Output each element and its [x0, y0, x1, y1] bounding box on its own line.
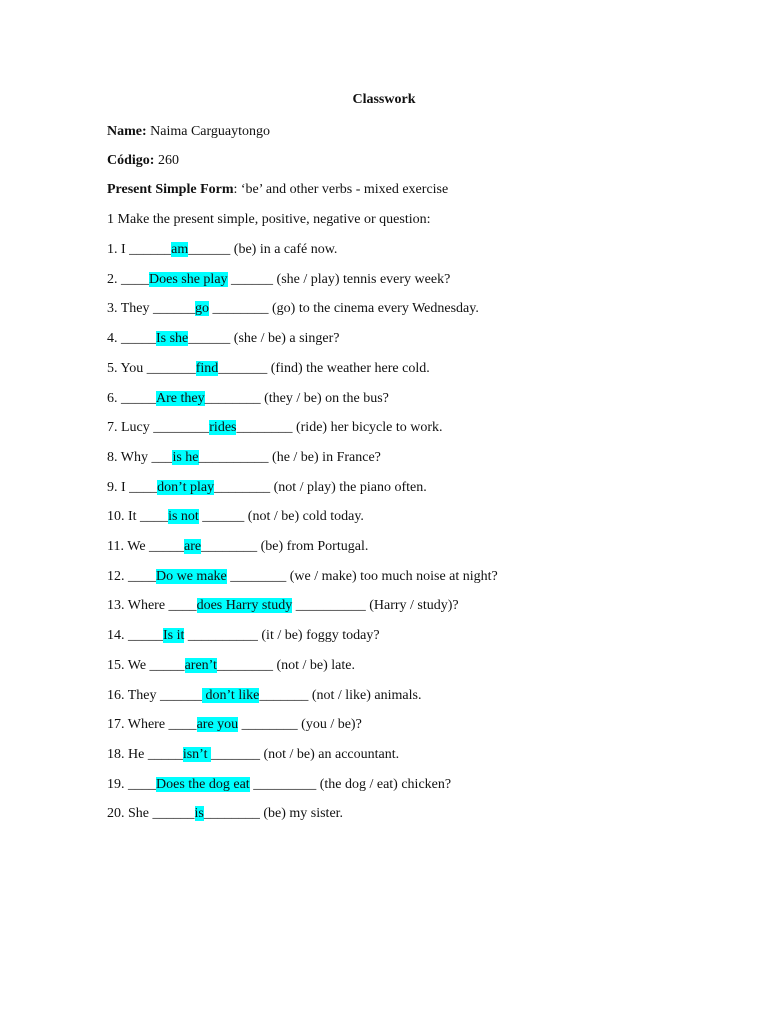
- exercise-prompt-start: 8. Why ___: [107, 449, 173, 465]
- exercise-answer: Is it: [163, 628, 185, 644]
- exercise-prompt-start: 4. _____: [107, 331, 156, 347]
- exercise-item: [107, 508, 364, 526]
- exercise-prompt-start: 11. We _____: [107, 539, 185, 554]
- exercise-item: [107, 805, 343, 823]
- exercise-item: [107, 687, 421, 705]
- exercise-answer: Are they: [156, 390, 205, 406]
- topic-text: : ‘be’ and other verbs - mixed exercise: [233, 182, 449, 197]
- exercise-item: [107, 449, 381, 467]
- exercise-item: [107, 597, 459, 615]
- exercise-prompt-end: ________ (not / be) late.: [216, 657, 355, 673]
- name-value: Naima Carguaytongo: [146, 124, 271, 139]
- exercise-answer: Does she play: [149, 271, 228, 287]
- exercise-prompt-start: 10. It ____: [107, 509, 169, 525]
- exercise-answer: don’t like: [202, 687, 260, 703]
- exercise-item: [107, 330, 340, 348]
- exercise-prompt-end: _______ (find) the weather here cold.: [218, 360, 430, 376]
- exercise-prompt-end: ______ (be) in a café now.: [188, 242, 338, 257]
- exercise-item: [107, 568, 498, 586]
- exercise-prompt-start: 3. They ______: [107, 301, 196, 317]
- exercise-answer: don’t play: [157, 479, 215, 495]
- exercise-answer: Do we make: [156, 568, 227, 584]
- exercise-answer: Does the dog eat: [156, 776, 250, 792]
- exercise-item: [107, 627, 380, 645]
- exercise-answer: is not: [168, 509, 199, 525]
- exercise-item: [107, 657, 355, 675]
- exercise-prompt-end: __________ (he / be) in France?: [198, 449, 381, 465]
- exercise-answer: go: [195, 301, 210, 317]
- exercise-prompt-start: 17. Where ____: [107, 717, 197, 733]
- exercise-prompt-end: ________ (you / be)?: [238, 717, 362, 733]
- exercise-prompt-start: 19. ____: [107, 776, 156, 792]
- exercise-prompt-end: _________ (the dog / eat) chicken?: [249, 776, 452, 792]
- exercise-prompt-end: ______ (not / be) cold today.: [198, 509, 364, 525]
- exercise-answer: am: [171, 242, 189, 257]
- exercise-prompt-start: 13. Where ____: [107, 598, 197, 614]
- code-label: Código:: [107, 153, 155, 168]
- exercise-item: [107, 538, 368, 556]
- exercise-prompt-end: ________ (we / make) too much noise at night?: [226, 568, 498, 584]
- exercise-prompt-start: 18. He _____: [107, 746, 183, 762]
- exercise-answer: are you: [196, 717, 239, 733]
- exercise-answer: isn’t: [182, 746, 211, 762]
- exercise-item: [107, 241, 337, 259]
- exercise-answer: are: [184, 539, 202, 554]
- exercise-prompt-end: ________ (ride) her bicycle to work.: [236, 420, 443, 436]
- exercise-prompt-start: 7. Lucy ________: [107, 420, 210, 436]
- topic-line: [107, 181, 448, 199]
- code-value: 260: [154, 153, 179, 168]
- exercise-answer: rides: [209, 420, 237, 436]
- exercise-prompt-end: ________ (go) to the cinema every Wednesday.: [209, 301, 479, 317]
- exercise-item: [107, 419, 443, 437]
- exercise-prompt-start: 12. ____: [107, 568, 156, 584]
- exercise-item: [107, 716, 362, 734]
- exercise-prompt-end: _______ (not / be) an accountant.: [210, 746, 400, 762]
- exercise-prompt-end: ________ (not / play) the piano often.: [214, 479, 427, 495]
- exercise-prompt-end: ______ (she / be) a singer?: [188, 331, 340, 347]
- exercise-answer: is he: [172, 449, 199, 465]
- exercise-prompt-end: __________ (Harry / study)?: [292, 598, 459, 614]
- exercise-item: [107, 746, 399, 764]
- exercise-item: [107, 390, 389, 408]
- exercise-prompt-start: 6. _____: [107, 390, 156, 406]
- exercise-answer: find: [195, 360, 219, 376]
- exercise-answer: aren’t: [184, 657, 217, 673]
- exercise-answer: Is she: [156, 331, 189, 347]
- topic-label: Present Simple Form: [107, 182, 234, 197]
- exercise-prompt-start: 5. You _______: [107, 360, 196, 376]
- exercise-prompt-end: __________ (it / be) foggy today?: [184, 628, 380, 644]
- page-title: Classwork: [352, 92, 416, 107]
- exercise-prompt-start: 20. She ______: [107, 806, 195, 822]
- exercise-prompt-end: ______ (she / play) tennis every week?: [227, 271, 451, 287]
- exercise-prompt-end: ________ (be) from Portugal.: [201, 539, 369, 554]
- exercise-item: [107, 360, 430, 378]
- exercise-prompt-start: 2. ____: [107, 271, 149, 287]
- exercise-item: [107, 271, 450, 289]
- exercise-prompt-start: 1. I ______: [107, 242, 172, 257]
- name-line: [107, 123, 270, 141]
- exercise-prompt-start: 15. We _____: [107, 657, 185, 673]
- name-label: Name:: [107, 124, 147, 139]
- exercise-prompt-start: 9. I ____: [107, 479, 158, 495]
- exercise-answer: does Harry study: [196, 598, 293, 614]
- instructions: 1 Make the present simple, positive, negative or question:: [107, 212, 431, 227]
- code-line: [107, 152, 179, 170]
- exercise-prompt-end: ________ (they / be) on the bus?: [204, 390, 389, 406]
- exercise-item: [107, 300, 479, 318]
- exercise-prompt-start: 16. They ______: [107, 687, 203, 703]
- exercise-prompt-end: _______ (not / like) animals.: [259, 687, 422, 703]
- exercise-item: [107, 776, 451, 794]
- exercise-answer: is: [194, 806, 204, 822]
- exercise-item: [107, 479, 427, 497]
- exercise-prompt-end: ________ (be) my sister.: [203, 806, 344, 822]
- exercise-prompt-start: 14. _____: [107, 628, 163, 644]
